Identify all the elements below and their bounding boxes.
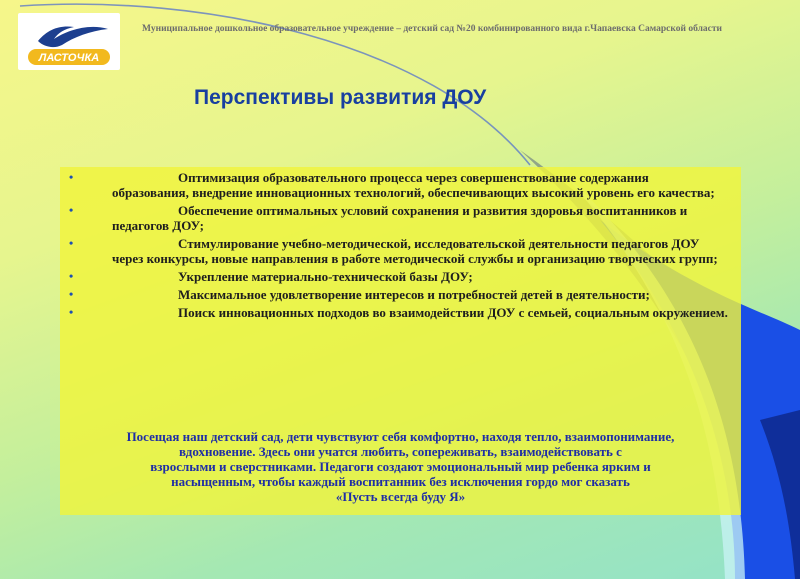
bullet-icon: • [69,203,74,217]
list-item [69,236,728,266]
swallow-bird-icon [38,27,108,48]
list-item-text: Оптимизация образовательного процесса через совершенствование содержания образования, внедрение инновационных технологий, обеспечивающих высокий уровень его качества; [112,170,715,200]
bullet-icon: • [69,236,74,250]
closing-line: Посещая наш детский сад, дети чувствуют себя комфортно, находя тепло, взаимопонимание, [126,429,675,444]
bullet-icon: • [69,170,74,184]
kindergarten-logo [18,13,120,70]
list-item [69,170,728,200]
logo-text: ЛАСТОЧКА [38,52,100,64]
closing-line: вдохновение. Здесь они учатся любить, сопереживать, взаимодействовать с [179,444,622,459]
bullet-icon: • [69,305,74,319]
closing-line: взрослыми и сверстниками. Педагоги создают эмоциональный мир ребенка ярким и [150,459,651,474]
list-item-text: Укрепление материально-технической базы ДОУ; [178,269,473,284]
closing-paragraph [68,429,733,504]
closing-motto: «Пусть всегда буду Я» [335,489,466,504]
list-item [69,203,728,233]
list-item-text: Стимулирование учебно-методической, исследовательской деятельности педагогов ДОУ через конкурсы, новые направления в работе методической службы и организацию творческих групп; [112,236,718,266]
list-item [69,269,728,284]
list-item-text: Поиск инновационных подходов во взаимодействии ДОУ с семьей, социальным окружением. [178,305,728,320]
institution-name: Муниципальное дошкольное образовательное учреждение – детский сад №20 комбинированного вида г.Чапаевска Самарской области [142,24,723,34]
list-item [69,305,728,320]
list-item [69,287,728,302]
list-item-text: Максимальное удовлетворение интересов и потребностей детей в деятельности; [178,287,650,302]
bullet-icon: • [69,269,74,283]
list-item-text: Обеспечение оптимальных условий сохранения и развития здоровья воспитанников и педагогов ДОУ; [112,203,688,233]
closing-line: насыщенным, чтобы каждый воспитанник без исключения гордо мог сказать [171,474,630,489]
bullet-icon: • [69,287,74,301]
perspectives-list [69,170,728,323]
slide-title: Перспективы развития ДОУ [194,86,487,109]
